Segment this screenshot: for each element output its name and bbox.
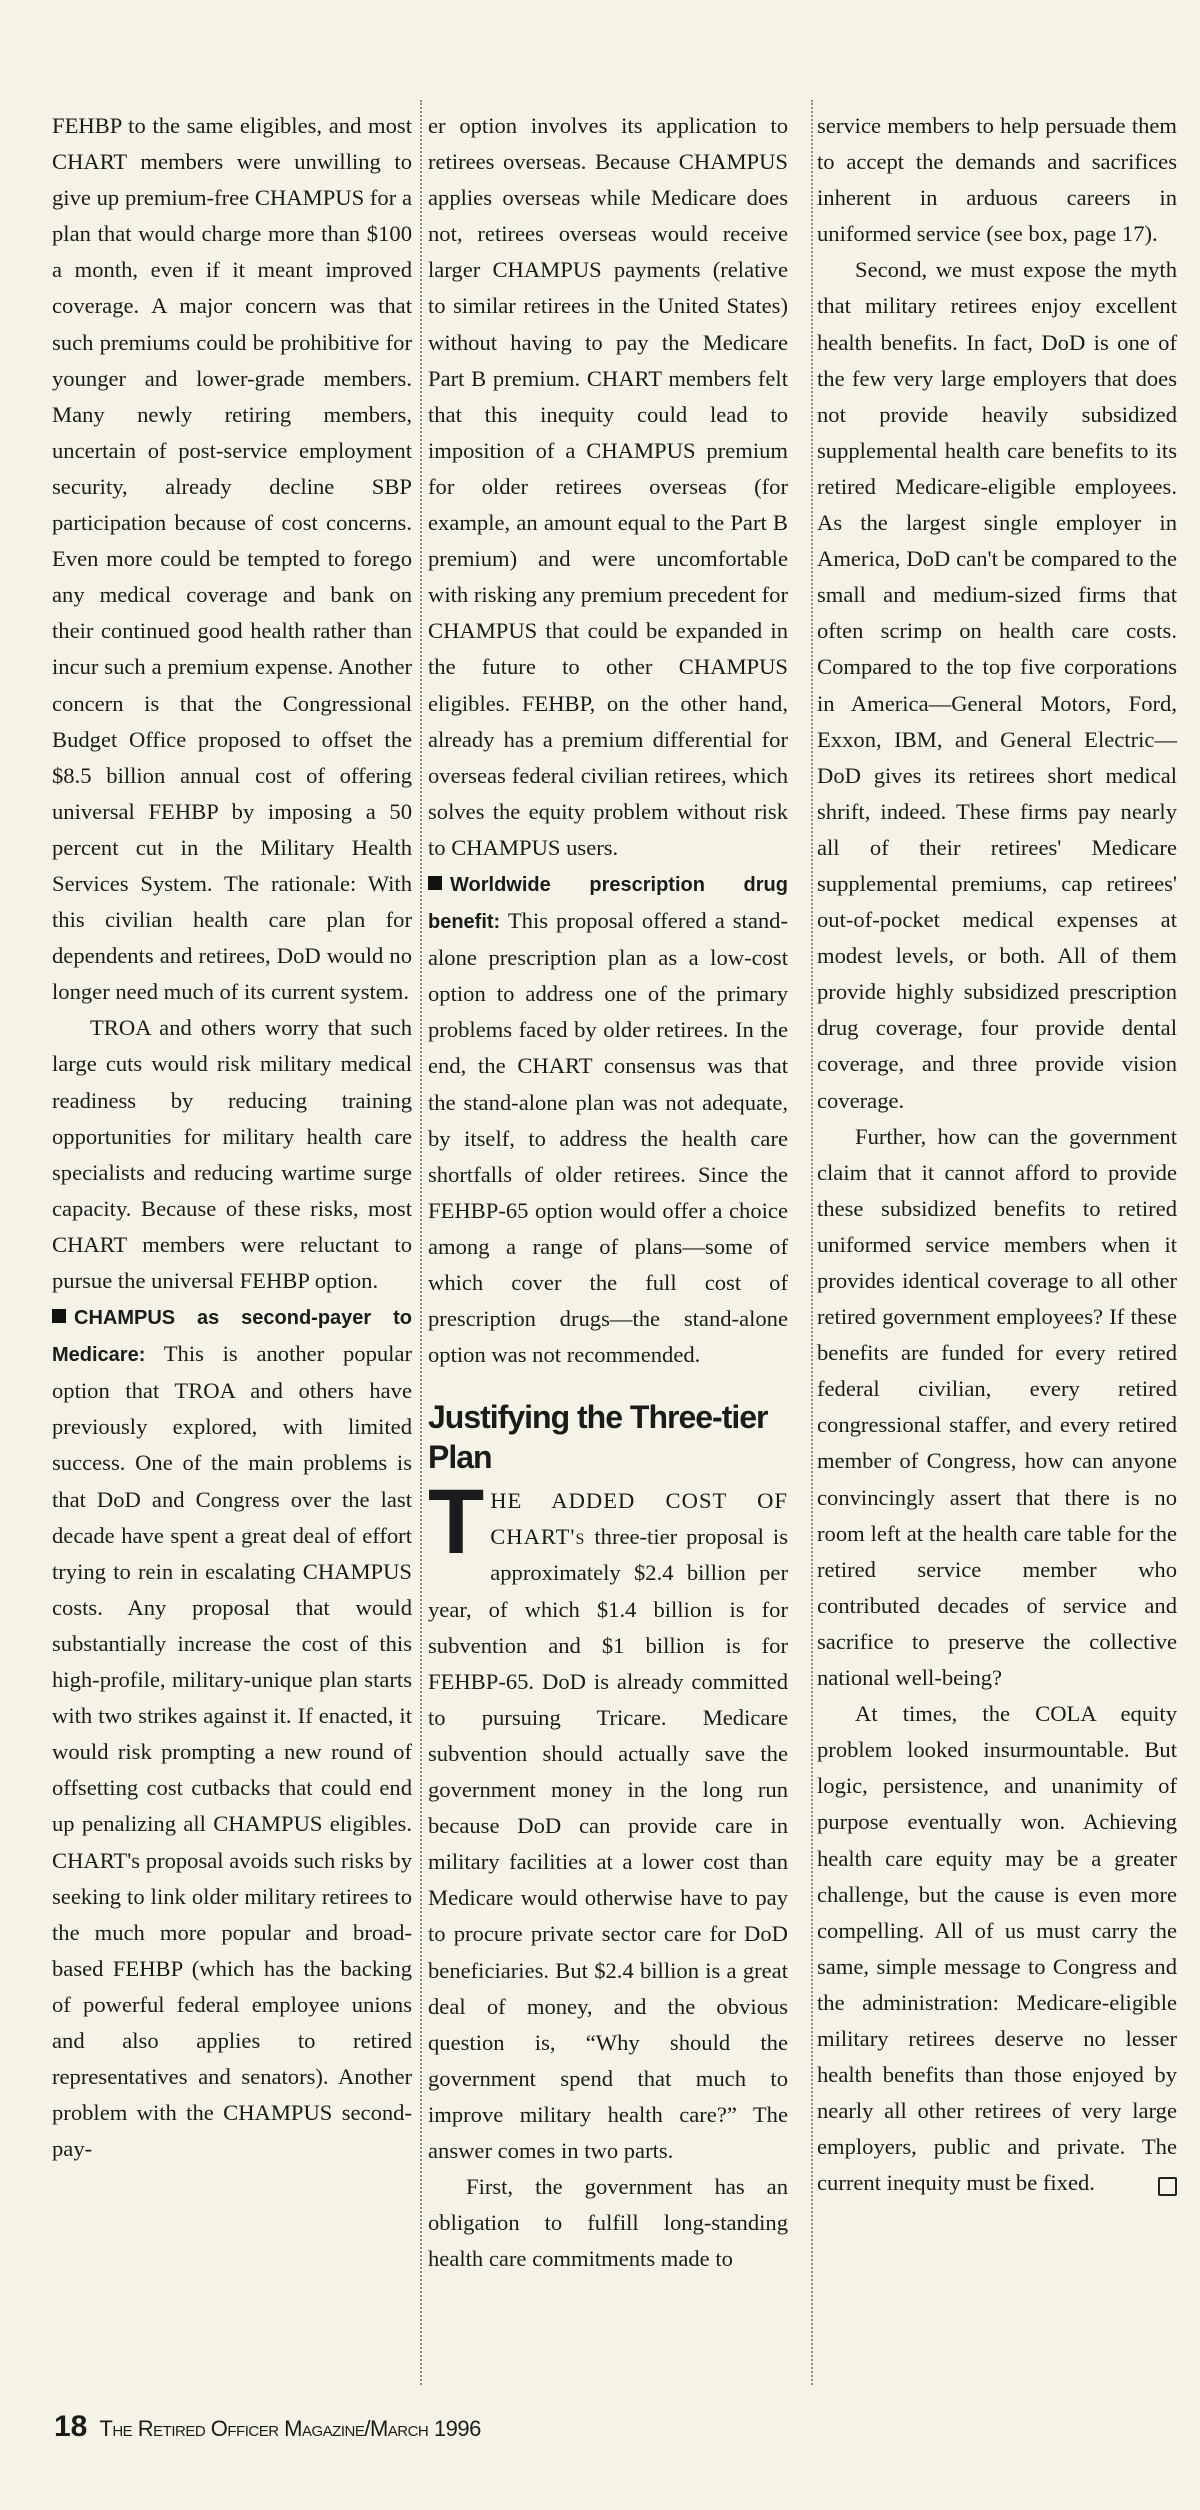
- paragraph: er option involves its application to retirees overseas. Because CHAMPUS applies overseas while Medicare does not, retirees overseas would receive larger CHAMPUS payments (relative to similar retirees in the United States) without having to pay the Medicare Part B premium. CHART members felt that this inequity could lead to imposition of a CHAMPUS premium for older retirees overseas (for example, an amount equal to the Part B premium) and were uncomfortable with risking any premium precedent for CHAMPUS that could be expanded in the future to other CHAMPUS eligibles. FEHBP, on the other hand, already has a premium differential for overseas federal civilian retirees, which solves the equity problem without risk to CHAMPUS users.: [428, 113, 788, 860]
- paragraph: [428, 1483, 788, 2169]
- lead-in-smallcaps: HE ADDED COST OF CHART's: [490, 1488, 788, 1550]
- paragraph: Second, we must expose the myth that military retirees enjoy excellent health benefits. In fact, DoD is one of the few very large employers that does not provide heavily subsidized supplemental health care benefits to its retired Medicare-eligible employees. As the largest single employer in America, DoD can't be compared to the small and medium-sized firms that often scrimp on health care costs. Compared to the top five corporations in America—General Motors, Ford, Exxon, IBM, and General Electric—DoD gives its retirees short medical shrift, indeed. These firms pay nearly all of their retirees' Medicare supplemental premiums, cap retirees' out-of-pocket medical expenses at modest levels, or both. All of them provide highly subsidized prescription drug coverage, four provide dental coverage, and three provide vision coverage.: [817, 257, 1177, 1113]
- text-column-1: [52, 108, 412, 2167]
- section-heading: Justifying the Three-tier Plan: [428, 1399, 768, 1476]
- paragraph: service members to help persuade them to accept the demands and sacrifices inherent in arduous careers in uniformed service (see box, page 17).: [817, 113, 1177, 247]
- paragraph: FEHBP to the same eligibles, and most CHART members were unwilling to give up premium-free CHAMPUS for a plan that would charge more than $100 a month, even if it meant improved coverage. A major concern was that such premiums could be prohibitive for younger and lower-grade members. Many newly retiring members, uncertain of post-service employment security, already decline SBP participation because of cost concerns. Even more could be tempted to forego any medical coverage and bank on their continued good health rather than incur such a premium expense. Another concern is that the Congressional Budget Office proposed to offset the $8.5 billion annual cost of offering universal FEHBP by imposing a 50 percent cut in the Military Health Services System. The rationale: With this civilian health care plan for dependents and retirees, DoD would no longer need much of its current system.: [52, 113, 412, 1005]
- text-column-3: [817, 108, 1177, 2201]
- text-column-2: [428, 108, 788, 2277]
- page-number: 18: [54, 2410, 88, 2443]
- bullet-square-icon: [428, 876, 442, 890]
- paragraph-text: This is another popular option that TROA and others have previously explored, with limited success. One of the main problems is that DoD and Congress over the last decade have spent a great deal of effort trying to rein in escalating CHAMPUS costs. Any proposal that would substantially increase the cost of this high-profile, military-unique plan starts with two strikes against it. If enacted, it would risk prompting a new round of offsetting cost cutbacks that could end up penalizing all CHAMPUS eligibles. CHART's proposal avoids such risks by seeking to link older military retirees to the much more popular and broad-based FEHBP (which has the backing of powerful federal employee unions and also applies to retired representatives and senators). Another problem with the CHAMPUS second-pay-: [52, 1341, 412, 2162]
- publication-line: The Retired Officer Magazine/March 1996: [99, 2416, 481, 2441]
- paragraph: First, the government has an obligation to fulfill long-standing health care commitments made to: [428, 2174, 788, 2272]
- page-footer: [54, 2410, 481, 2444]
- paragraph: Further, how can the government claim that it cannot afford to provide these subsidized benefits to retired uniformed service members when it provides identical coverage to all other retired government employees? If these benefits are funded for every retired federal civilian, every retired congressional staffer, and every retired member of Congress, how can anyone convincingly assert that there is no room left at the health care table for the retired service member who contributed decades of service and sacrifice to preserve the collective national well-being?: [817, 1123, 1177, 1691]
- column-divider: [420, 100, 422, 2385]
- drop-cap: T: [428, 1483, 485, 1574]
- paragraph-text: This proposal offered a stand-alone prescription plan as a low-cost option to address one of the primary problems faced by older retirees. In the end, the CHART consensus was that the stand-alone plan was not adequate, by itself, to address the health care shortfalls of older retirees. Since the FEHBP-65 option would offer a choice among a range of plans—some of which cover the full cost of prescription drugs—the stand-alone option was not recommended.: [428, 908, 788, 1368]
- runin-heading: Worldwide prescription drug benefit:: [428, 873, 788, 934]
- paragraph: TROA and others worry that such large cuts would risk military medical readiness by reducing training opportunities for military health care specialists and reducing wartime surge capacity. Because of these risks, most CHART members were reluctant to pursue the universal FEHBP option.: [52, 1015, 412, 1293]
- runin-heading: CHAMPUS as second-payer to Medicare:: [52, 1307, 412, 1367]
- paragraph-text: three-tier proposal is approximately $2.4 billion per year, of which $1.4 billion is for subvention and $1 billion is for FEHBP-65. DoD is already committed to pursuing Tricare. Medicare subvention should actually save the government money in the long run because DoD can provide care in military facilities at a lower cost than Medicare would otherwise have to pay to procure private sector care for DoD beneficiaries. But $2.4 billion is a great deal of money, and the obvious question is, “Why should the government spend that much to improve military health care?” The answer comes in two parts.: [428, 1524, 788, 2163]
- end-mark-icon: [1158, 2177, 1177, 2196]
- bullet-square-icon: [52, 1309, 66, 1323]
- paragraph: [52, 1299, 412, 2167]
- paragraph: [428, 866, 788, 1373]
- paragraph-text: At times, the COLA equity problem looked insurmountable. But logic, persistence, and unanimity of purpose eventually won. Achieving health care equity may be a greater challenge, but the cause is even more compelling. All of us must carry the same, simple message to Congress and the administration: Medicare-eligible military retirees deserve no lesser health benefits than those enjoyed by nearly all other retirees of very large employers, public and private. The current inequity must be fixed.: [817, 1701, 1177, 2196]
- paragraph: [817, 1696, 1177, 2201]
- column-divider: [811, 100, 813, 2385]
